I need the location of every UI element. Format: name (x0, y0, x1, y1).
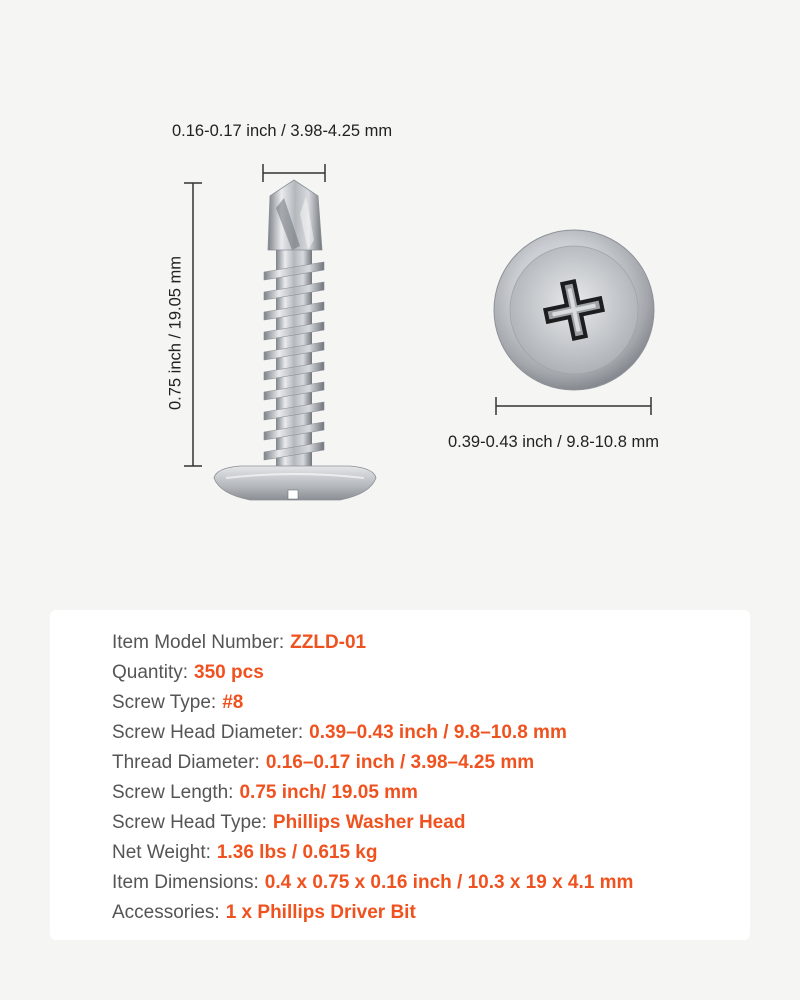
thread-diameter-label: 0.16-0.17 inch / 3.98-4.25 mm (172, 122, 393, 140)
head-diameter-label: 0.39-0.43 inch / 9.8-10.8 mm (448, 433, 659, 451)
screw-side-view (214, 180, 376, 500)
spec-label: Item Model Number: (112, 632, 285, 653)
spec-row-model-number (112, 628, 633, 658)
spec-row-thread-diameter (112, 748, 633, 778)
spec-value: 0.4 x 0.75 x 0.16 inch / 10.3 x 19 x 4.1 mm (264, 872, 634, 893)
spec-label: Thread Diameter: (112, 752, 260, 773)
spec-row-quantity (112, 658, 633, 688)
spec-label: Screw Length: (112, 782, 234, 803)
spec-value: 0.16–0.17 inch / 3.98–4.25 mm (265, 752, 535, 773)
screw-head-top-view (494, 230, 654, 390)
specifications-card (50, 610, 750, 940)
spec-label: Screw Type: (112, 692, 217, 713)
spec-value: 350 pcs (194, 662, 264, 683)
spec-value: 1 x Phillips Driver Bit (225, 902, 416, 923)
spec-value: ZZLD-01 (290, 632, 367, 653)
spec-value: #8 (222, 692, 244, 713)
spec-label: Quantity: (112, 662, 189, 683)
spec-value: 0.75 inch/ 19.05 mm (239, 782, 418, 803)
spec-value: 0.39–0.43 inch / 9.8–10.8 mm (309, 722, 567, 743)
screw-length-label: 0.75 inch / 19.05 mm (166, 255, 185, 411)
spec-row-item-dimensions (112, 868, 633, 898)
spec-row-accessories (112, 898, 633, 928)
specifications-list (112, 628, 633, 928)
spec-row-screw-length (112, 778, 633, 808)
thread-diameter-dimension-line (263, 164, 325, 182)
spec-value: 1.36 lbs / 0.615 kg (216, 842, 378, 863)
spec-row-screw-type (112, 688, 633, 718)
spec-row-head-type (112, 808, 633, 838)
spec-label: Screw Head Type: (112, 812, 267, 833)
spec-label: Net Weight: (112, 842, 211, 863)
spec-label: Screw Head Diameter: (112, 722, 304, 743)
spec-row-head-diameter (112, 718, 633, 748)
spec-value: Phillips Washer Head (272, 812, 466, 833)
spec-label: Accessories: (112, 902, 220, 923)
length-dimension-line (184, 183, 202, 466)
head-diameter-dimension-line (496, 397, 651, 415)
spec-label: Item Dimensions: (112, 872, 259, 893)
spec-row-net-weight (112, 838, 633, 868)
